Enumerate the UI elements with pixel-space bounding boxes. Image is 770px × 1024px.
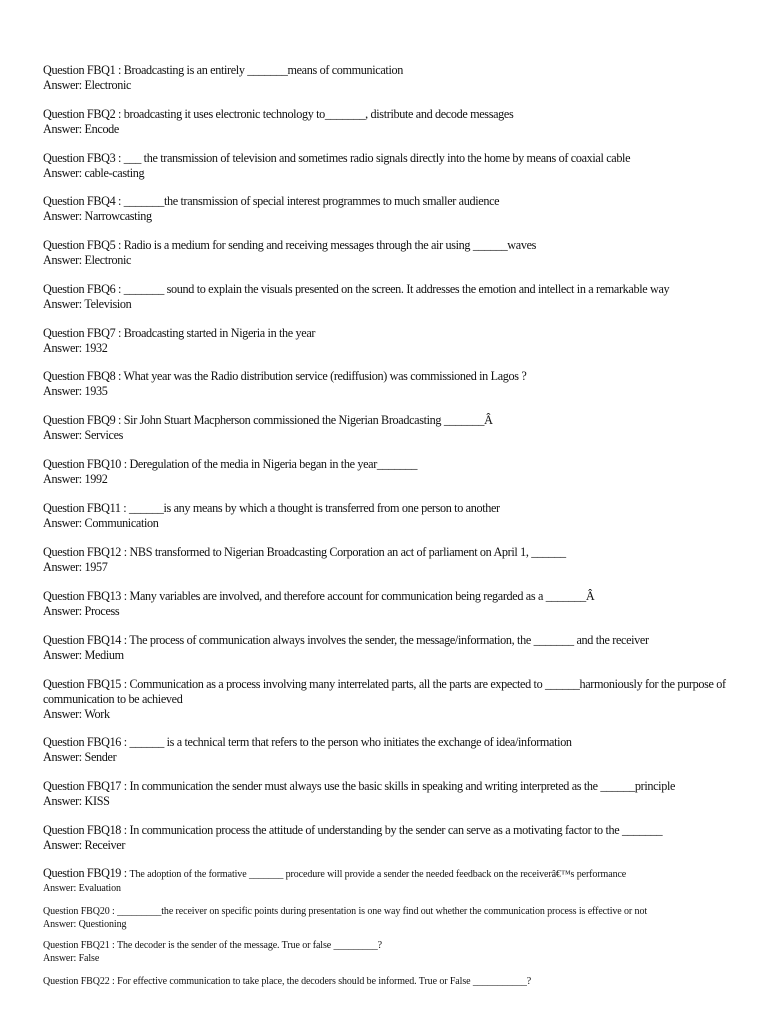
question-text: Question FBQ18 : In communication process the attitude of understanding by the sender can serve as a motivating factor to the _______: [43, 823, 663, 837]
question-block: [43, 63, 733, 93]
answer-text: Answer: 1932: [43, 341, 108, 355]
answer-text: Answer: Electronic: [43, 78, 132, 92]
question-block: [43, 413, 733, 443]
question-block: [43, 975, 733, 988]
question-text: Question FBQ14 : The process of communication always involves the sender, the message/information, the _______ and the receiver: [43, 633, 649, 647]
question-text: Question FBQ11 : ______is any means by which a thought is transferred from one person to another: [43, 501, 500, 515]
question-block: [43, 866, 733, 895]
answer-text: Answer: Services: [43, 428, 124, 442]
question-block: [43, 501, 733, 531]
question-block: [43, 151, 733, 181]
answer-text: Answer: Medium: [43, 648, 124, 662]
question-text: Question FBQ10 : Deregulation of the media in Nigeria began in the year_______: [43, 457, 418, 471]
answer-text: Answer: Television: [43, 297, 132, 311]
question-block: [43, 457, 733, 487]
answer-text: Answer: Encode: [43, 122, 119, 136]
question-text: Question FBQ4 : _______the transmission of special interest programmes to much smaller audience: [43, 194, 500, 208]
question-block: [43, 939, 733, 965]
question-block: [43, 905, 733, 931]
question-text: Question FBQ3 : ___ the transmission of television and sometimes radio signals directly into the home by means of coaxial cable: [43, 151, 631, 165]
question-block: [43, 545, 733, 575]
question-block: [43, 735, 733, 765]
question-text: Question FBQ5 : Radio is a medium for sending and receiving messages through the air using ______waves: [43, 238, 537, 252]
question-text: Question FBQ7 : Broadcasting started in Nigeria in the year: [43, 326, 316, 340]
question-block: [43, 823, 733, 853]
answer-text: Answer: 1935: [43, 384, 108, 398]
question-block: [43, 633, 733, 663]
question-text: Question FBQ20 : _________the receiver on specific points during presentation is one way find out whether the communication process is effective or not: [43, 906, 648, 917]
answer-text: Answer: 1992: [43, 472, 108, 486]
question-block: [43, 589, 733, 619]
answer-text: Answer: Receiver: [43, 838, 126, 852]
answer-text: Answer: Questioning: [43, 919, 127, 930]
question-block: [43, 282, 733, 312]
question-block: [43, 677, 733, 722]
question-text: Question FBQ13 : Many variables are involved, and therefore account for communication being regarded as a _______Â: [43, 589, 595, 603]
question-text: Question FBQ22 : For effective communication to take place, the decoders should be informed. True or False ___________?: [43, 976, 532, 987]
question-body: The adoption of the formative _______ procedure will provide a sender the needed feedback on the receiverâ€™s performance: [129, 869, 627, 880]
answer-text: Answer: Electronic: [43, 253, 132, 267]
question-text: Question FBQ12 : NBS transformed to Nigerian Broadcasting Corporation an act of parliament on April 1, ______: [43, 545, 566, 559]
question-block: [43, 107, 733, 137]
question-block: [43, 326, 733, 356]
question-block: [43, 238, 733, 268]
answer-text: Answer: Sender: [43, 750, 117, 764]
question-text: Question FBQ1 : Broadcasting is an entirely _______means of communication: [43, 63, 403, 77]
answer-text: Answer: cable-casting: [43, 166, 145, 180]
question-text: Question FBQ17 : In communication the sender must always use the basic skills in speaking and writing interpreted as the ______principle: [43, 779, 676, 793]
answer-text: Answer: False: [43, 953, 100, 964]
question-text: Question FBQ2 : broadcasting it uses electronic technology to_______, distribute and decode messages: [43, 107, 514, 121]
question-block: [43, 369, 733, 399]
question-text: [43, 866, 733, 882]
question-text: Question FBQ9 : Sir John Stuart Macpherson commissioned the Nigerian Broadcasting _______Â: [43, 413, 493, 427]
question-text: Question FBQ21 : The decoder is the sender of the message. True or false _________?: [43, 940, 382, 951]
answer-text: Answer: 1957: [43, 560, 108, 574]
question-label: Question FBQ19 :: [43, 866, 130, 880]
answer-text: Answer: KISS: [43, 794, 110, 808]
question-block: [43, 779, 733, 809]
question-text: Question FBQ6 : _______ sound to explain the visuals presented on the screen. It addresses the emotion and intellect in a remarkable way: [43, 282, 670, 296]
answer-text: Answer: Communication: [43, 516, 159, 530]
question-text: Question FBQ15 : Communication as a process involving many interrelated parts, all the parts are expected to ______harmoniously for the purpose of communication to be achieved: [43, 677, 726, 706]
answer-text: Answer: Narrowcasting: [43, 209, 152, 223]
answer-text: Answer: Work: [43, 707, 110, 721]
answer-text: Answer: Evaluation: [43, 883, 121, 894]
question-text: Question FBQ16 : ______ is a technical term that refers to the person who initiates the exchange of idea/information: [43, 735, 572, 749]
question-block: [43, 194, 733, 224]
answer-text: Answer: Process: [43, 604, 120, 618]
question-text: Question FBQ8 : What year was the Radio distribution service (rediffusion) was commissioned in Lagos ?: [43, 369, 527, 383]
